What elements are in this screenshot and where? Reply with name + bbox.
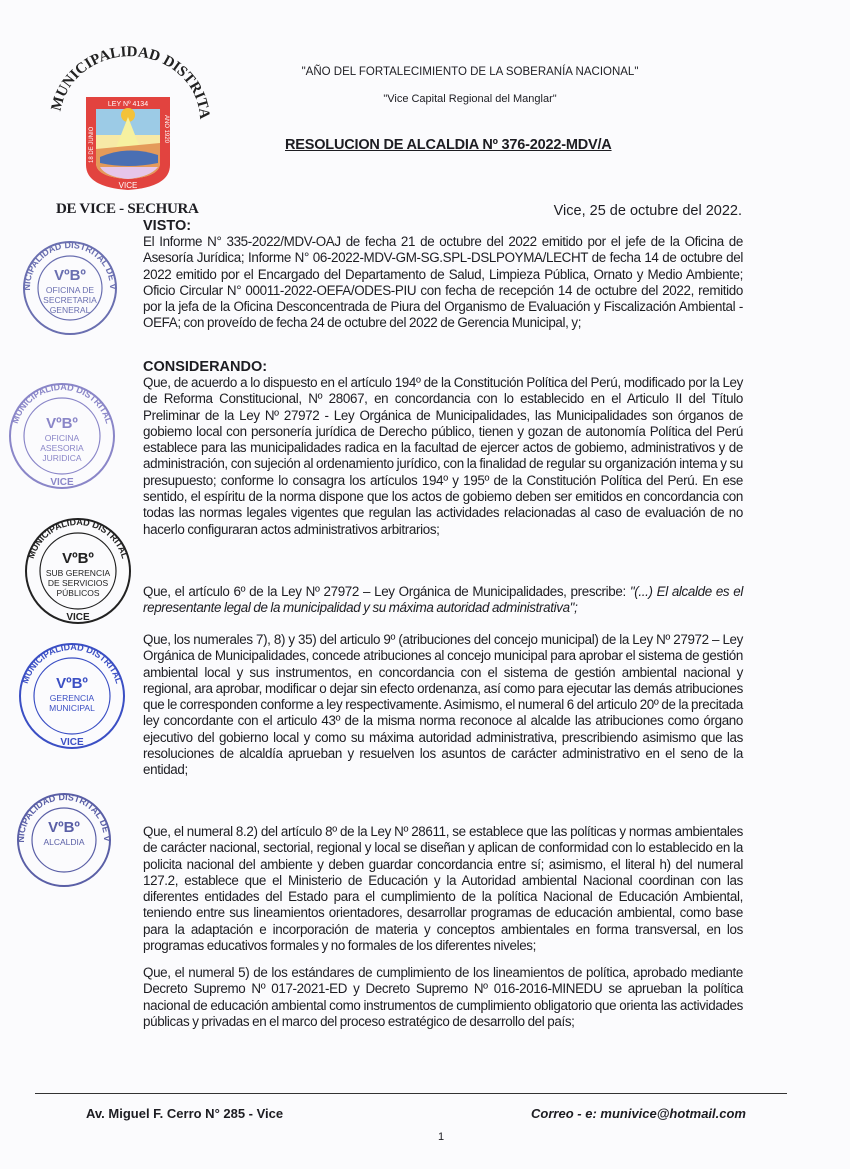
stamp-vobo: VºBº	[46, 415, 78, 432]
approval-stamp	[6, 380, 118, 497]
stamp-office-text: OFICINA DE	[45, 285, 95, 295]
considerando-paragraph-1: Que, de acuerdo a lo dispuesto en el artículo 194º de la Constitución Política del Perú, modificado por la Ley de Reforma Constitucional, Nº 28067, en concordancia con lo establecido en el Articulo II del Título Preliminar de la Ley Nº 27972 - Ley Orgánica de Municipalidades, las Municipalidades son órganos de gobiemo local con personería jurídica de Derecho público, tienen y gozan de autonomía Política del Perú establece para las municipalidades radica en la facultad de ejercer actos de gobiemo, administrativos y de administración, con sujeción al ordenamiento jurídico, con la finalidad de regular su organización intema y su presupuesto; conforme lo consagra los artículos 194º y 195º de la Constitución Política del Perú. En ese sentido, el espíritu de la norma dispone que los actos de gobiemo deben ser emitidos en concordancia con todas las normas legales vigentes que regulan las actividades relacionadas al caso de evaluación de no hacerlo configuraran actos administrativos arbitrarios;	[143, 375, 743, 537]
footer-address: Av. Miguel F. Cerro N° 285 - Vice	[86, 1106, 284, 1121]
approval-stamp	[20, 238, 120, 343]
visto-paragraph: El Informe N° 335-2022/MDV-OAJ de fecha 21 de octubre del 2022 emitido por el jefe de la Oficina de Asesoría Jurídica; Informe N° 06-2022-MDV-GM-SG.SPL-DSLPOYMA/LECHT de fecha 14 de octubre del 2022 emitido por el Encargado del Departamento de Salud, Limpieza Pública, Ornato y Medio Ambiente; Oficio Circular N° 00011-2022-OEFA/ODES-PIU con fecha de recepción 14 de octubre del 2022, remitido por la jefa de la Oficina Desconcentrada de Piura del Organismo de Evaluación y Fiscalización Ambiental -OEFA; con proveído de fecha 24 de octubre del 2022 de Gerencia Municipal, y;	[143, 234, 743, 331]
stamp-vobo: VºBº	[62, 550, 94, 567]
considerando-heading: CONSIDERANDO:	[143, 359, 268, 375]
stamp-office-text: JURIDICA	[42, 453, 82, 463]
resolution-title: RESOLUCION DE ALCALDIA Nº 376-2022-MDV/A	[285, 137, 612, 153]
considerando-paragraph-4: Que, el numeral 8.2) del artículo 8º de la Ley Nº 28611, se establece que las políticas y normas ambientales de carácter nacional, sectorial, regional y local se diseñan y aplican de conformidad con lo establecido en la policita nacional del ambiente y deben guardar concordancia entre sí; asimismo, el literal h) del numeral 127.2, establece que el Ministerio de Educación y la Autoridad ambiental Nacional coordinan con las diferentes entidades del Estado para el cumplimiento de la política Nacional de Educación Ambiental, teniendo entre sus lineamientos orientadores, desarrollar programas de educación ambiental, como base para la adaptación e incorporación de materia y conceptos ambientales en forma transversal, en los programas educativos formales y no formales de los diferentes niveles;	[143, 824, 743, 954]
stamp-office-text: ALCALDIA	[43, 837, 85, 847]
stamp-bottom-text: VICE	[60, 737, 84, 748]
considerando-paragraph-2	[143, 584, 743, 617]
stamp-bottom-text: VICE	[66, 612, 90, 623]
stamp-arc-text: MUNICIPALIDAD DISTRITAL	[25, 516, 131, 560]
stamp-office-text: GERENCIA	[49, 693, 95, 703]
stamp-office-text: OFICINA	[44, 433, 80, 443]
stamp-arc-text: NICIPALIDAD DISTRITAL DE V	[15, 791, 113, 843]
approval-stamp	[16, 640, 128, 757]
city-motto: "Vice Capital Regional del Manglar"	[383, 93, 557, 105]
stamp-arc-text: MUNICIPALIDAD DISTRITAL	[9, 381, 115, 425]
considerando-paragraph-3: Que, los numerales 7), 8) y 35) del articulo 9º (atribuciones del concejo municipal) de la Ley Nº 27972 – Ley Orgánica de Municipalidades, concede atribuciones al concejo municipal para aprobar el sistema de gestión ambiental local y sus instrumentos, en concordancia con el sistema de gestión ambiental nacional y regional, ara aprobar, modificar o dejar sin efecto ordenanza, así como para ejecutar las demás atribuciones que le corresponden conforme a ley respectivamente. Asimismo, el numeral 6 del articulo 20º de la precitada ley concordante con el articulo 43º de la misma norma reconoce al alcalde las atribuciones como órgano ejecutivo del gobierno local y como su máxima autoridad administrativa, prescribiendo asimismo que las resoluciones de alcaldía aprueban y resuelven los asuntos de carácter administrativo en el seno de la entidad;	[143, 632, 743, 778]
approval-stamp	[14, 790, 114, 895]
footer-divider	[35, 1093, 787, 1094]
municipality-subtitle: DE VICE - SECHURA	[56, 201, 199, 217]
logo-arc-text: MUNICIPALIDAD DISTRITA	[48, 45, 213, 120]
municipal-logo	[40, 45, 220, 195]
stamp-office-text: SECRETARIA	[43, 295, 97, 305]
stamp-bottom-text: VICE	[50, 477, 74, 488]
page-number: 1	[438, 1131, 445, 1143]
stamp-arc-text: MUNICIPALIDAD DISTRITAL	[19, 641, 125, 685]
logo-right-text: AÑO 1920	[163, 115, 169, 144]
stamp-vobo: VºBº	[54, 267, 86, 284]
logo-bottom: VICE	[118, 181, 138, 190]
stamp-office-text: GENERAL	[49, 305, 91, 315]
logo-left-text: 18 DE JUNIO	[89, 126, 95, 163]
resolution-date: Vice, 25 de octubre del 2022.	[553, 203, 742, 219]
approval-stamp	[22, 515, 134, 632]
logo-law: LEY Nº 4134	[107, 101, 149, 108]
stamp-office-text: SUB GERENCIA	[45, 568, 111, 578]
visto-heading: VISTO:	[143, 218, 192, 234]
year-motto: "AÑO DEL FORTALECIMIENTO DE LA SOBERANÍA NACIONAL"	[301, 66, 639, 78]
stamp-office-text: PÚBLICOS	[56, 588, 100, 598]
quoted-law: "(...) El alcalde es el representante legal de la municipalidad y su máxima autoridad administrativa";	[143, 584, 744, 616]
considerando-paragraph-5: Que, el numeral 5) de los estándares de cumplimiento de los lineamientos de política, aprobado mediante Decreto Supremo Nº 017-2021-ED y Decreto Supremo Nº 016-2016-MINEDU se aprueban la política nacional de educación ambiental como instrumentos de cumplimiento obligatorio que orienta las actividades públicas y privadas en el marco del proceso estratégico de desarrollo del país;	[143, 965, 743, 1029]
stamp-office-text: DE SERVICIOS	[47, 578, 109, 588]
stamp-office-text: ASESORIA	[40, 443, 84, 453]
footer-email: Correo - e: munivice@hotmail.com	[531, 1106, 746, 1121]
stamp-arc-text: NICIPALIDAD DISTRITAL DE V	[21, 239, 119, 291]
stamp-office-text: MUNICIPAL	[49, 703, 95, 713]
paragraph-lead: Que, el artículo 6º de la Ley Nº 27972 – Ley Orgánica de Municipalidades, prescribe:	[143, 584, 630, 599]
stamp-vobo: VºBº	[48, 819, 80, 836]
stamp-vobo: VºBº	[56, 675, 88, 692]
